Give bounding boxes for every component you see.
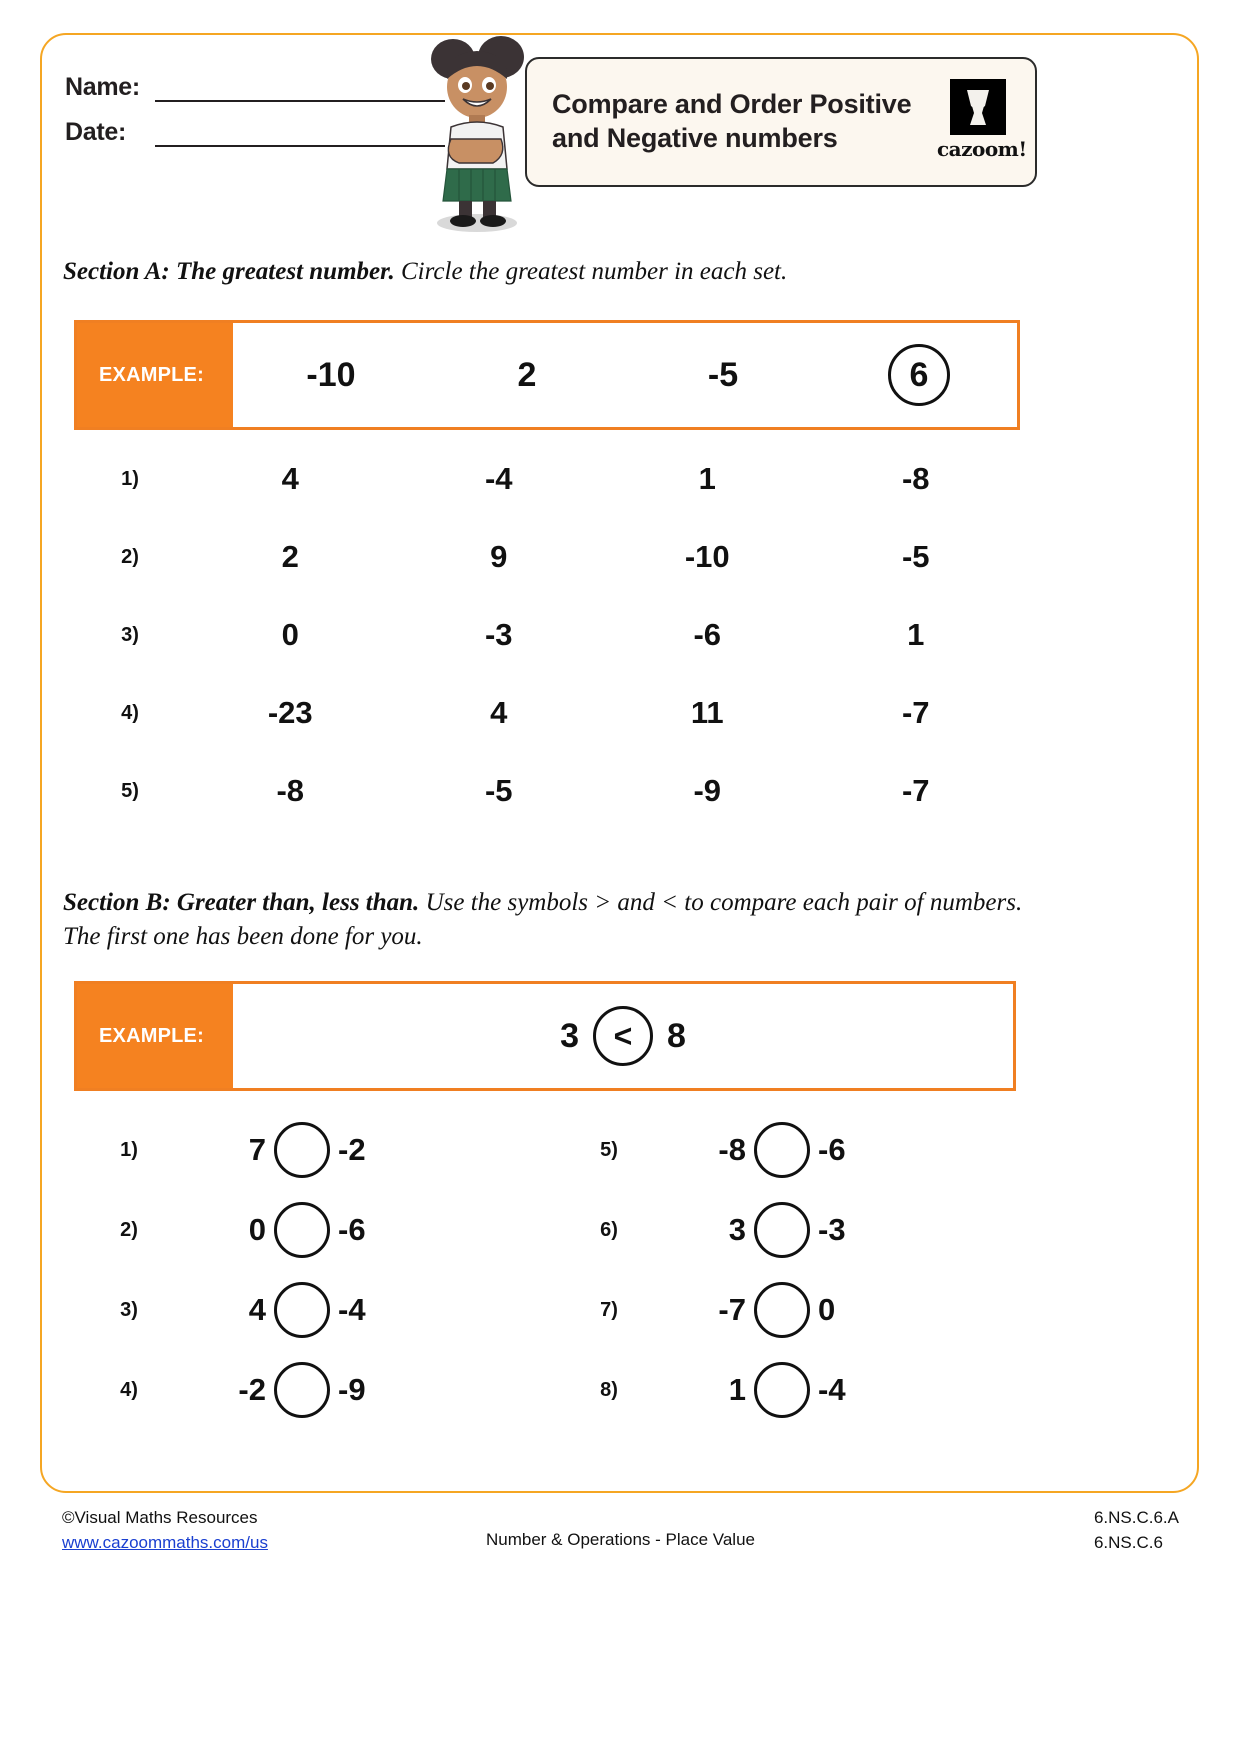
table-row [74,674,1020,752]
standard-code-primary: 6.NS.C.6.A [1093,1508,1179,1527]
date-input-line[interactable] [155,127,445,147]
number-choice[interactable]: -23 [267,695,313,730]
example-right-value: 8 [667,1016,686,1055]
question-number: 6) [600,1218,618,1241]
answer-circle[interactable] [754,1202,810,1258]
question-number: 5) [121,779,139,802]
section-b-example-row [74,981,1016,1091]
right-value: -3 [818,1212,846,1247]
question-number: 2) [121,545,139,568]
number-choice[interactable]: -7 [901,773,930,808]
table-row [74,440,1020,518]
cazoom-logo [937,79,1027,161]
example-value: 2 [517,355,537,394]
list-item [554,1270,1034,1350]
page-title: Compare and Order Positive and Negative numbers [552,89,912,153]
section-b-heading [63,886,1023,954]
question-number: 1) [120,1138,138,1161]
example-comparison-symbol: < [593,1006,653,1066]
example-value: -10 [306,355,356,394]
left-value: -8 [718,1132,746,1167]
section-b-left-column [74,1110,554,1430]
section-a-heading-lead: Section A: The greatest number. [63,258,395,285]
question-number: 7) [600,1298,618,1321]
cazoom-drum-icon [950,79,1006,135]
name-row [65,73,445,102]
table-row [74,752,1020,830]
section-b-example-label: EXAMPLE: [77,984,233,1088]
number-choice[interactable]: -8 [276,773,305,808]
right-value: -2 [338,1132,366,1167]
example-value-circled [821,344,1017,406]
right-value: -6 [338,1212,366,1247]
answer-circle[interactable] [754,1122,810,1178]
worksheet-footer [0,1498,1241,1588]
answer-circle[interactable] [274,1282,330,1338]
left-value: -7 [718,1292,746,1327]
answer-circle[interactable] [274,1362,330,1418]
question-number: 5) [600,1138,618,1161]
number-choice[interactable]: -4 [484,461,513,496]
number-choice[interactable]: -9 [693,773,722,808]
number-choice[interactable]: 2 [281,539,299,574]
question-number: 3) [120,1298,138,1321]
example-value: -5 [707,355,739,394]
right-value: -9 [338,1372,366,1407]
question-number: 8) [600,1378,618,1401]
list-item [74,1270,554,1350]
section-a-example-values [233,323,1017,427]
left-value: 1 [728,1372,746,1407]
section-a-example-row [74,320,1020,430]
list-item [74,1350,554,1430]
number-choice[interactable]: 4 [281,461,299,496]
number-choice[interactable]: -8 [901,461,930,496]
section-a-heading-desc: Circle the greatest number in each set. [394,258,788,285]
copyright-text: ©Visual Maths Resources [62,1508,258,1527]
right-value: 0 [818,1292,836,1327]
number-choice[interactable]: 0 [281,617,299,652]
right-value: -4 [818,1372,846,1407]
question-number: 2) [120,1218,138,1241]
left-value: 4 [248,1292,266,1327]
number-choice[interactable]: -7 [901,695,930,730]
answer-circle[interactable] [754,1362,810,1418]
example-left-value: 3 [560,1016,579,1055]
section-b-heading-lead: Section B: Greater than, less than. [63,889,420,916]
list-item [74,1190,554,1270]
question-number: 4) [120,1378,138,1401]
question-number: 4) [121,701,139,724]
right-value: -6 [818,1132,846,1167]
list-item [74,1110,554,1190]
number-choice[interactable]: 1 [698,461,716,496]
worksheet-title-card [525,57,1037,187]
number-choice[interactable]: -3 [484,617,513,652]
answer-circle[interactable] [754,1282,810,1338]
left-value: 7 [248,1132,266,1167]
number-choice[interactable]: -6 [693,617,722,652]
name-input-line[interactable] [155,82,445,102]
section-a-question-list [74,440,1020,830]
answer-circle[interactable] [274,1202,330,1258]
date-row [65,118,445,147]
left-value: -2 [238,1372,266,1407]
name-date-block [65,73,445,163]
left-value: 0 [248,1212,266,1247]
number-choice[interactable]: 9 [490,539,508,574]
number-choice[interactable]: 4 [490,695,508,730]
number-choice[interactable]: -5 [901,539,930,574]
section-a-example-label: EXAMPLE: [77,323,233,427]
website-link[interactable]: www.cazoommaths.com/us [62,1532,268,1552]
list-item [554,1350,1034,1430]
section-b-question-grid [74,1110,1034,1430]
date-label: Date: [65,118,127,146]
number-choice[interactable]: -10 [684,539,730,574]
number-choice[interactable]: 1 [907,617,925,652]
table-row [74,518,1020,596]
number-choice[interactable]: -5 [484,773,513,808]
student-mascot-illustration [415,35,540,235]
section-b-example-values [233,984,1013,1088]
footer-standards [1094,1506,1179,1555]
question-number: 3) [121,623,139,646]
footer-topic: Number & Operations - Place Value [486,1530,755,1549]
answer-circle[interactable] [274,1122,330,1178]
number-choice[interactable]: 11 [690,695,724,730]
standard-code-secondary: 6.NS.C.6 [1093,1532,1163,1552]
list-item [554,1190,1034,1270]
list-item [554,1110,1034,1190]
circled-answer: 6 [888,344,950,406]
worksheet-header [40,33,1199,233]
section-a-heading [63,255,1013,289]
left-value: 3 [728,1212,746,1247]
section-b-heading-desc: Use the symbols > and < to compare each pair of numbers. The first one has been done for you. [63,889,1023,950]
cazoom-logo-text: cazoom! [937,137,1027,161]
table-row [74,596,1020,674]
right-value: -4 [338,1292,366,1327]
name-label: Name: [65,73,140,101]
question-number: 1) [121,467,139,490]
section-b-right-column [554,1110,1034,1430]
